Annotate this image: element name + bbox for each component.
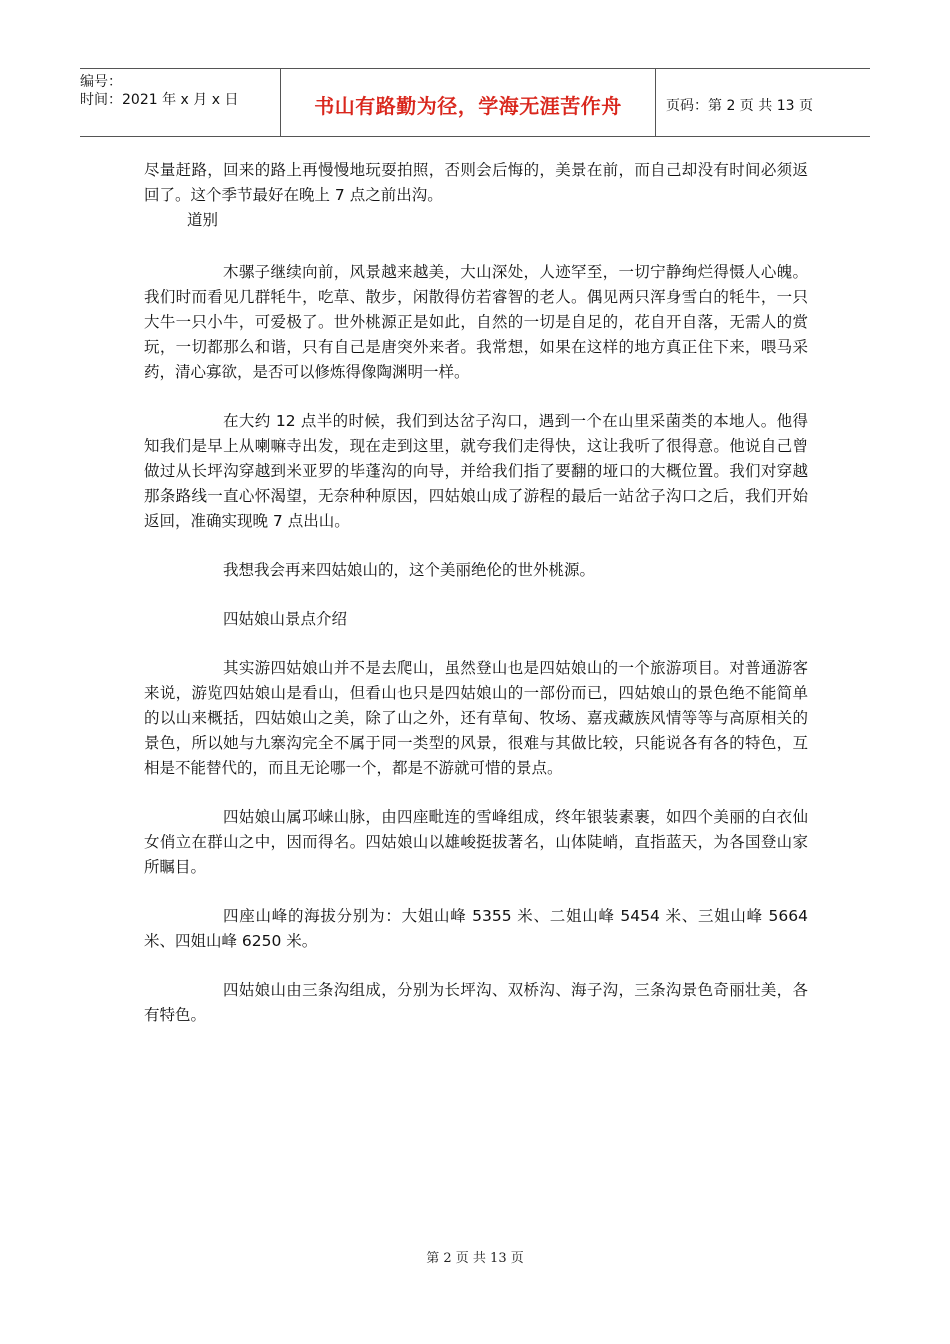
paragraph: 四姑娘山由三条沟组成，分别为长坪沟、双桥沟、海子沟，三条沟景色奇丽壮美，各有特色。 <box>144 981 808 1024</box>
document-body <box>144 158 808 1028</box>
section-title-scenic-intro: 四姑娘山景点介绍 <box>223 610 348 628</box>
paragraph-elevations: 四座山峰的海拔分别为：大姐山峰 5355 米、二姐山峰 5454 米、三姐山峰 5664 米、四姐山峰 6250 米。 <box>144 907 808 950</box>
paragraph-intro: 尽量赶路，回来的路上再慢慢地玩耍拍照，否则会后悔的，美景在前，而自己却没有时间必须返回了。这个季节最好在晚上 7 点之前出沟。 <box>144 161 808 204</box>
paragraph: 木骡子继续向前，风景越来越美，大山深处，人迹罕至，一切宁静绚烂得慑人心魄。我们时而看见几群牦牛，吃草、散步，闲散得仿若睿智的老人。偶见两只浑身雪白的牦牛，一只大牛一只小牛，可爱极了。世外桃源正是如此，自然的一切是自足的，花自开自落，无需人的赏玩，一切都那么和谐，只有自己是唐突外来者。我常想，如果在这样的地方真正住下来，喂马采药，清心寡欲，是否可以修炼得像陶渊明一样。 <box>144 263 808 381</box>
header-meta <box>80 69 280 136</box>
paragraph: 四姑娘山属邛崃山脉，由四座毗连的雪峰组成，终年银装素裹，如四个美丽的白衣仙女俏立在群山之中，因而得名。四姑娘山以雄峻挺拔著名，山体陡峭，直指蓝天，为各国登山家所瞩目。 <box>144 808 808 876</box>
section-title-farewell: 道别 <box>187 211 219 229</box>
page-header <box>80 68 870 137</box>
page-footer: 第 2 页 共 13 页 <box>426 1251 524 1266</box>
header-page-code: 页码：第 2 页 共 13 页 <box>666 97 813 114</box>
paragraph: 我想我会再来四姑娘山的，这个美丽绝伦的世外桃源。 <box>223 561 596 579</box>
paragraph: 其实游四姑娘山并不是去爬山，虽然登山也是四姑娘山的一个旅游项目。对普通游客来说，游览四姑娘山是看山，但看山也只是四姑娘山的一部份而已，四姑娘山的景色绝不能简单的以山来概括，四姑娘山之美，除了山之外，还有草甸、牧场、嘉戎藏族风情等等与高原相关的景色，所以她与九寨沟完全不属于同一类型的风景，很难与其做比较，只能说各有各的特色，互相是不能替代的，而且无论哪一个，都是不游就可惜的景点。 <box>144 659 808 777</box>
header-motto: 书山有路勤为径，学海无涯苦作舟 <box>280 69 656 136</box>
time-label: 时间：2021 年 x 月 x 日 <box>80 92 239 108</box>
doc-number-label: 编号： <box>80 74 122 90</box>
paragraph: 在大约 12 点半的时候，我们到达岔子沟口，遇到一个在山里采菌类的本地人。他得知我们是早上从喇嘛寺出发，现在走到这里，就夸我们走得快，这让我听了很得意。他说自己曾做过从长坪沟穿越到米亚罗的毕蓬沟的向导，并给我们指了要翻的垭口的大概位置。我们对穿越那条路线一直心怀渴望，无奈种种原因，四姑娘山成了游程的最后一站岔子沟口之后，我们开始返回，准确实现晚 7 点出山。 <box>144 412 808 530</box>
